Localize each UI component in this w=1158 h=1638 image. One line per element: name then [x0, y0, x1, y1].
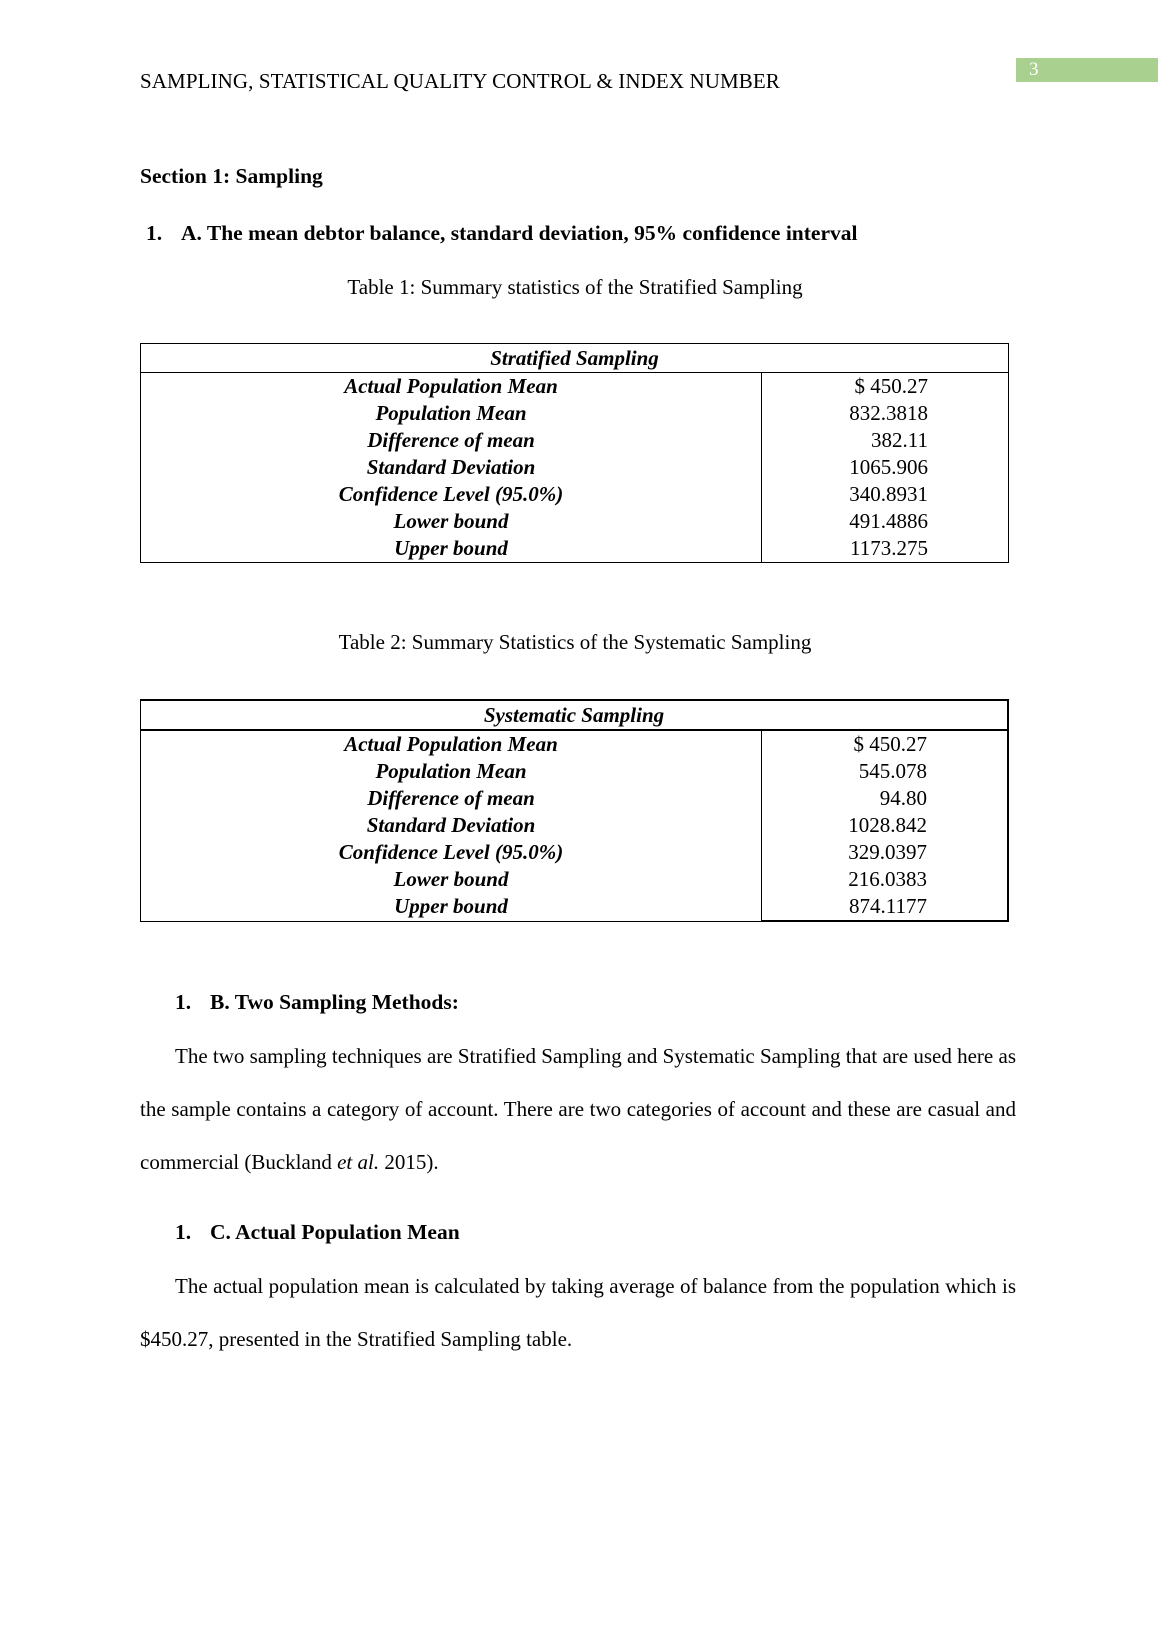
- row-value: 216.0383: [762, 866, 1009, 893]
- section-1c-heading: [175, 1220, 460, 1245]
- stratified-sampling-table: [140, 343, 1009, 563]
- row-value: 545.078: [762, 758, 1009, 785]
- row-value: 94.80: [762, 785, 1009, 812]
- row-label: Standard Deviation: [141, 812, 762, 839]
- table-row: [141, 893, 1009, 921]
- row-value: 1173.275: [762, 535, 1009, 563]
- table-row: [141, 785, 1009, 812]
- row-value: 491.4886: [762, 508, 1009, 535]
- row-label: Actual Population Mean: [141, 730, 762, 758]
- row-label: Population Mean: [141, 400, 762, 427]
- list-number: 1.: [146, 221, 163, 245]
- row-label: Difference of mean: [141, 785, 762, 812]
- row-label: Upper bound: [141, 893, 762, 921]
- row-value: 874.1177: [762, 893, 1009, 921]
- table-row: [141, 535, 1009, 563]
- section-1c-title: C. Actual Population Mean: [210, 1220, 460, 1244]
- table-row: [141, 427, 1009, 454]
- row-label: Upper bound: [141, 535, 762, 563]
- row-label: Confidence Level (95.0%): [141, 481, 762, 508]
- row-value: 832.3818: [762, 400, 1009, 427]
- row-value: 1065.906: [762, 454, 1009, 481]
- table-row: [141, 758, 1009, 785]
- row-label: Difference of mean: [141, 427, 762, 454]
- table-row: [141, 400, 1009, 427]
- row-label: Population Mean: [141, 758, 762, 785]
- question-1a-text: A. The mean debtor balance, standard deviation, 95% confidence interval: [181, 221, 858, 245]
- row-value: $ 450.27: [762, 373, 1009, 401]
- row-value: 1028.842: [762, 812, 1009, 839]
- systematic-sampling-table: [140, 699, 1009, 922]
- table-row: [141, 839, 1009, 866]
- row-value: 329.0397: [762, 839, 1009, 866]
- row-label: Standard Deviation: [141, 454, 762, 481]
- row-label: Lower bound: [141, 508, 762, 535]
- section-1b-heading: [175, 990, 459, 1015]
- table-row: [141, 730, 1009, 758]
- table-2-caption: Table 2: Summary Statistics of the Systematic Sampling: [338, 630, 812, 654]
- row-label: Confidence Level (95.0%): [141, 839, 762, 866]
- table-row: [141, 812, 1009, 839]
- table-2-title: Systematic Sampling: [141, 700, 1009, 730]
- citation-et-al: et al.: [337, 1150, 380, 1174]
- row-value: 382.11: [762, 427, 1009, 454]
- list-number: 1.: [175, 1220, 192, 1244]
- section-title: Section 1: Sampling: [140, 164, 323, 188]
- table-row: [141, 373, 1009, 401]
- running-header: SAMPLING, STATISTICAL QUALITY CONTROL & INDEX NUMBER: [140, 69, 780, 93]
- citation-year: 2015).: [379, 1150, 439, 1174]
- table-1-title: Stratified Sampling: [141, 344, 1009, 373]
- page-number: 3: [1016, 58, 1158, 82]
- section-1b-title: B. Two Sampling Methods:: [210, 990, 459, 1014]
- row-label: Actual Population Mean: [141, 373, 762, 401]
- section-1c-paragraph: The actual population mean is calculated by taking average of balance from the population which is $450.27, presented in the Stratified Sampling table.: [140, 1274, 1016, 1351]
- table-row: [141, 454, 1009, 481]
- table-row: [141, 508, 1009, 535]
- table-1-caption: Table 1: Summary statistics of the Stratified Sampling: [347, 275, 803, 299]
- table-row: [141, 481, 1009, 508]
- section-1b-paragraph: [140, 1030, 1016, 1189]
- row-value: 340.8931: [762, 481, 1009, 508]
- paragraph-text: The two sampling techniques are Stratified Sampling and Systematic Sampling that are used here as the sample contains a category of account. There are two categories of account and these are casual and commercial (Buckland: [140, 1044, 1016, 1174]
- table-row: [141, 866, 1009, 893]
- list-number: 1.: [175, 990, 192, 1014]
- row-value: $ 450.27: [762, 730, 1009, 758]
- row-label: Lower bound: [141, 866, 762, 893]
- question-1a-heading: [146, 221, 857, 246]
